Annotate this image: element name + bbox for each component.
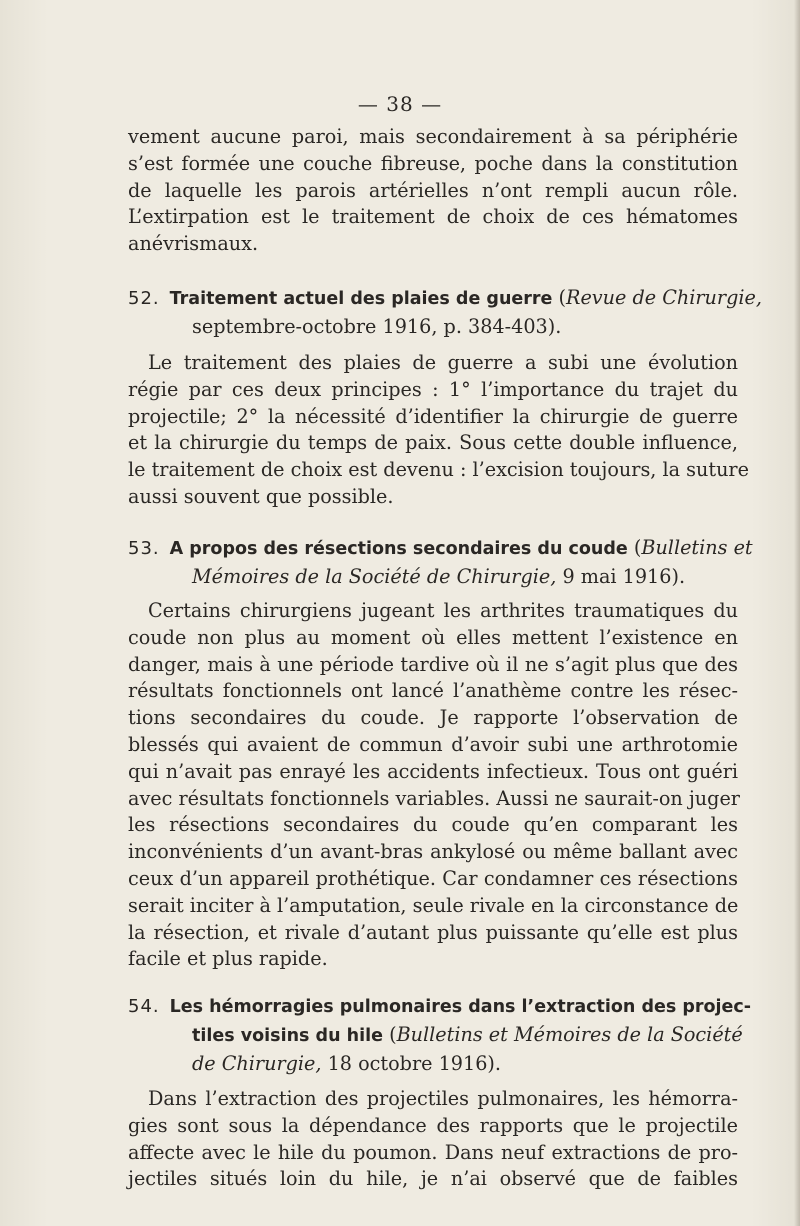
- text-line: Le traitement des plaies de guerre a subi une évolution: [148, 351, 738, 374]
- intro-paragraph: [128, 124, 738, 258]
- text-line: gies sont sous la dépendance des rapports que le projectile: [128, 1113, 738, 1137]
- journal-name: Revue de Chirurgie,: [566, 286, 762, 309]
- entry-53-body: [128, 598, 738, 973]
- text-line: avec résultats fonctionnels variables. Aussi ne saurait-on juger: [128, 786, 740, 810]
- journal-name-continued: Mémoires de la Société de Chirurgie,: [192, 565, 557, 588]
- paren-open: (: [627, 536, 642, 559]
- text-line: aussi souvent que possible.: [128, 484, 394, 508]
- journal-name: Bulletins et: [641, 536, 753, 559]
- paren-open: (: [552, 286, 566, 309]
- text-line: blessés qui avaient de commun d’avoir subi une arthrotomie: [128, 732, 738, 756]
- entry-52-body: [128, 350, 749, 511]
- journal-name-continued: de Chirurgie,: [192, 1052, 322, 1075]
- text-line: régie par ces deux principes : 1° l’importance du trajet du: [128, 377, 738, 401]
- entry-52-heading: [128, 284, 762, 340]
- text-line: les résections secondaires du coude qu’en comparant les: [128, 813, 738, 837]
- text-line: et la chirurgie du temps de paix. Sous cette double influence,: [128, 431, 738, 455]
- entry-title: Les hémorragies pulmonaires dans l’extraction des projec-: [169, 997, 752, 1017]
- text-line: ceux d’un appareil prothétique. Car condamner ces résections: [128, 866, 738, 890]
- text-line: L’extirpation est le traitement de choix de ces hématomes: [128, 205, 738, 229]
- entry-number: 53.: [128, 538, 160, 559]
- text-line: de laquelle les parois artérielles n’ont rempli aucun rôle.: [128, 178, 738, 202]
- text-line: facile et plus rapide.: [128, 947, 328, 971]
- entry-number: 54.: [128, 996, 160, 1017]
- text-line: le traitement de choix est devenu : l’excision toujours, la suture: [128, 458, 749, 482]
- entry-54-body: [128, 1086, 738, 1193]
- text-line: vement aucune paroi, mais secondairement à sa périphérie: [128, 125, 738, 148]
- text-line: danger, mais à une période tardive où il ne s’agit plus que des: [128, 652, 738, 676]
- text-line: anévrismaux.: [128, 232, 259, 256]
- page-edge-shadow: [794, 0, 800, 1226]
- entry-number: 52.: [128, 288, 160, 309]
- entry-title-continued: tiles voisins du hile: [192, 1026, 383, 1046]
- entry-54-heading: [128, 992, 752, 1077]
- text-line: Certains chirurgiens jugeant les arthrites traumatiques du: [148, 599, 738, 622]
- paren-open: (: [382, 1023, 397, 1046]
- text-line: coude non plus au moment où elles mettent l’existence en: [128, 625, 738, 649]
- text-line: tions secondaires du coude. Je rapporte l’observation de: [128, 706, 738, 730]
- text-line: la résection, et rivale d’autant plus puissante qu’elle est plus: [128, 920, 738, 944]
- entry-title: A propos des résections secondaires du coude: [169, 539, 628, 559]
- entry-date: 9 mai 1916).: [556, 565, 686, 588]
- page-number: — 38 —: [357, 92, 443, 116]
- text-line: Dans l’extraction des projectiles pulmonaires, les hémorra-: [148, 1087, 738, 1110]
- text-line: affecte avec le hile du poumon. Dans neuf extractions de pro-: [128, 1140, 738, 1164]
- text-line: jectiles situés loin du hile, je n’ai observé que de faibles: [128, 1167, 738, 1191]
- entry-date: 18 octobre 1916).: [321, 1052, 501, 1075]
- text-line: inconvénients d’un avant-bras ankylosé ou même ballant avec: [128, 840, 738, 864]
- entry-citation: septembre-octobre 1916, p. 384-403).: [192, 315, 562, 338]
- entry-53-heading: [128, 534, 753, 590]
- text-line: s’est formée une couche fibreuse, poche dans la constitution: [128, 151, 738, 175]
- text-line: qui n’avait pas enrayé les accidents infectieux. Tous ont guéri: [128, 759, 738, 783]
- text-line: serait inciter à l’amputation, seule rivale en la circonstance de: [128, 893, 739, 917]
- text-line: projectile; 2° la nécessité d’identifier la chirurgie de guerre: [128, 404, 738, 428]
- entry-title: Traitement actuel des plaies de guerre: [169, 289, 553, 309]
- text-line: résultats fonctionnels ont lancé l’anathème contre les résec-: [128, 679, 738, 703]
- journal-name: Bulletins et Mémoires de la Société: [396, 1023, 743, 1046]
